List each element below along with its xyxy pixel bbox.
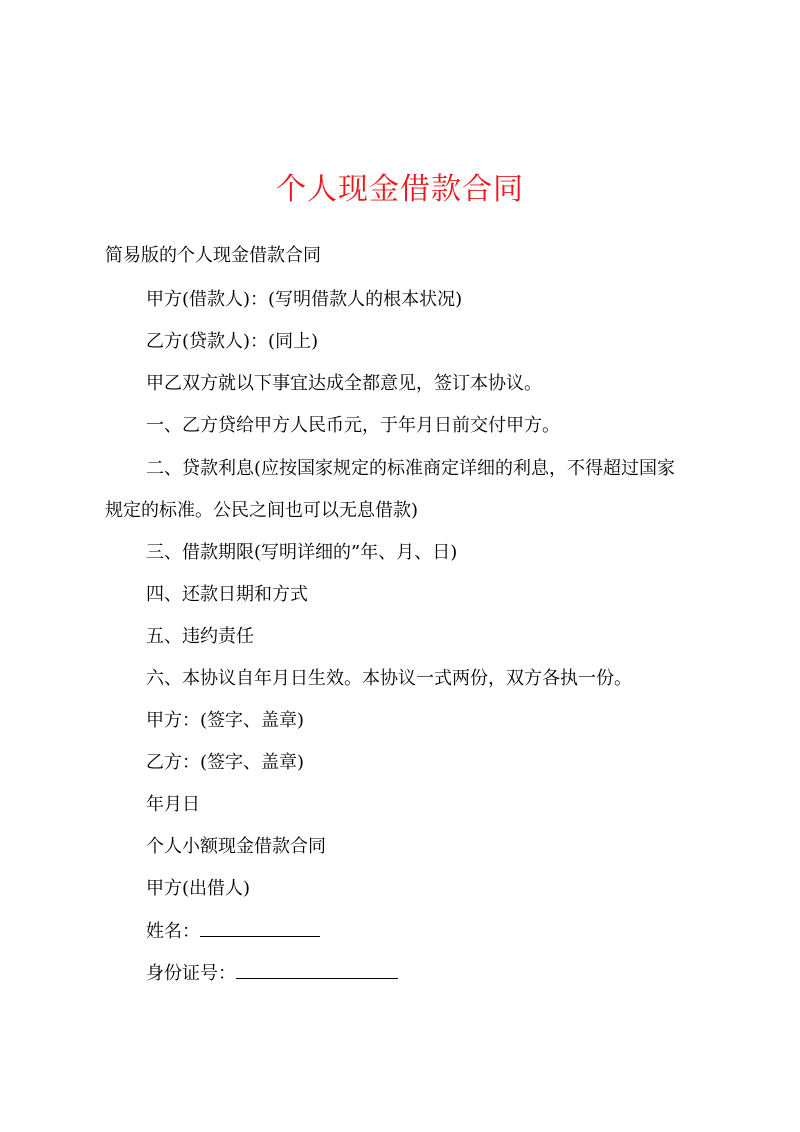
clause-3: 三、借款期限(写明详细的”年、月、日) xyxy=(146,542,458,563)
id-row xyxy=(146,960,398,988)
clause-2-line-2: 规定的标准。公民之间也可以无息借款) xyxy=(105,500,419,521)
name-label: 姓名： xyxy=(146,921,200,942)
section-2-title: 个人小额现金借款合同 xyxy=(146,836,326,857)
clause-5: 五、违约责任 xyxy=(146,626,254,647)
signature-party-a: 甲方：(签字、盖章) xyxy=(146,710,305,731)
subtitle: 简易版的个人现金借款合同 xyxy=(105,245,321,266)
date-line: 年月日 xyxy=(146,794,200,815)
lender-line: 甲方(出借人) xyxy=(146,878,251,899)
agreement-intro: 甲乙双方就以下事宜达成全都意见，签订本协议。 xyxy=(146,373,542,394)
clause-6: 六、本协议自年月日生效。本协议一式两份，双方各执一份。 xyxy=(146,668,632,689)
party-a-line: 甲方(借款人)：(写明借款人的根本状况) xyxy=(146,289,463,310)
id-blank[interactable] xyxy=(236,960,398,979)
clause-2-line-1: 二、贷款利息(应按国家规定的标准商定详细的利息，不得超过国家 xyxy=(146,458,676,479)
clause-1: 一、乙方贷给甲方人民币元，于年月日前交付甲方。 xyxy=(146,415,560,436)
signature-party-b: 乙方：(签字、盖章) xyxy=(146,752,305,773)
id-label: 身份证号： xyxy=(146,963,236,984)
name-blank[interactable] xyxy=(200,918,320,937)
clause-4: 四、还款日期和方式 xyxy=(146,584,308,605)
name-row xyxy=(146,918,320,946)
party-b-line: 乙方(贷款人)：(同上) xyxy=(146,331,319,352)
document-title: 个人现金借款合同 xyxy=(276,172,524,207)
